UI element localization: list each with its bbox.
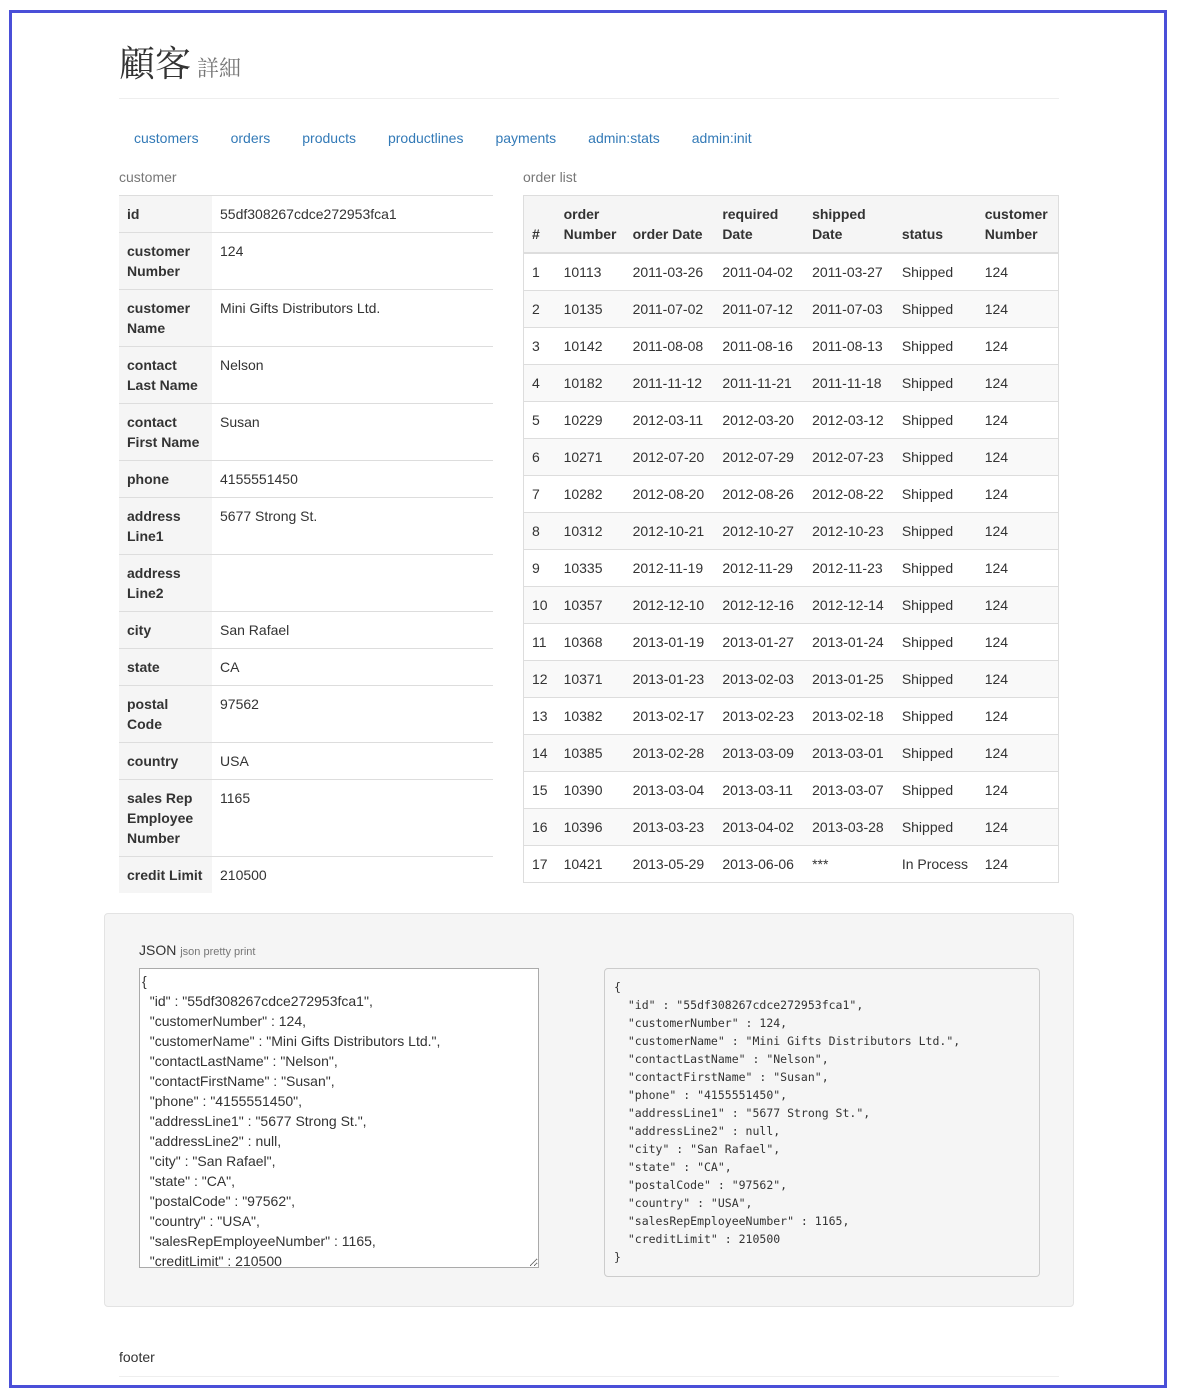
field-label: address Line2 (119, 555, 212, 612)
column-header: order Date (625, 196, 715, 254)
field-label: address Line1 (119, 498, 212, 555)
order-cell: 2013-03-28 (804, 809, 894, 846)
order-cell: Shipped (894, 365, 977, 402)
order-cell: 124 (977, 698, 1059, 735)
order-cell: 2 (524, 291, 556, 328)
order-cell: 10 (524, 587, 556, 624)
order-cell: 10335 (556, 550, 625, 587)
order-cell: Shipped (894, 624, 977, 661)
order-cell: 10282 (556, 476, 625, 513)
order-cell: 2011-03-27 (804, 253, 894, 291)
order-cell: 2012-03-12 (804, 402, 894, 439)
order-cell: 2013-03-09 (714, 735, 804, 772)
order-row (524, 698, 1059, 735)
order-row (524, 476, 1059, 513)
json-textarea[interactable] (139, 968, 539, 1268)
order-cell: 17 (524, 846, 556, 883)
order-cell: 10312 (556, 513, 625, 550)
footer: footer (119, 1349, 155, 1365)
order-cell: 10421 (556, 846, 625, 883)
column-header: status (894, 196, 977, 254)
order-cell: 2011-03-26 (625, 253, 715, 291)
nav-orders[interactable]: orders (230, 130, 271, 146)
order-row (524, 328, 1059, 365)
order-cell: 2012-08-26 (714, 476, 804, 513)
page-title (119, 36, 241, 87)
order-cell: 2013-02-17 (625, 698, 715, 735)
order-cell: 2013-02-23 (714, 698, 804, 735)
order-cell: 124 (977, 365, 1059, 402)
order-cell: 2013-01-25 (804, 661, 894, 698)
order-cell: 2012-08-20 (625, 476, 715, 513)
field-value: Nelson (212, 347, 493, 404)
customer-row (119, 347, 493, 404)
order-cell: 2012-12-10 (625, 587, 715, 624)
field-value: 5677 Strong St. (212, 498, 493, 555)
field-label: state (119, 649, 212, 686)
order-cell: 7 (524, 476, 556, 513)
order-row (524, 513, 1059, 550)
order-cell: Shipped (894, 698, 977, 735)
customer-row (119, 649, 493, 686)
order-cell: 124 (977, 550, 1059, 587)
order-cell: 2011-08-08 (625, 328, 715, 365)
customer-row (119, 780, 493, 857)
order-row (524, 846, 1059, 883)
order-cell: 2011-08-16 (714, 328, 804, 365)
order-cell: 2013-03-11 (714, 772, 804, 809)
order-cell: 2011-11-18 (804, 365, 894, 402)
field-value: 210500 (212, 857, 493, 894)
order-cell: 10385 (556, 735, 625, 772)
order-cell: 124 (977, 846, 1059, 883)
order-row (524, 661, 1059, 698)
customer-row (119, 743, 493, 780)
order-cell: 10371 (556, 661, 625, 698)
order-cell: Shipped (894, 809, 977, 846)
order-cell: 2013-06-06 (714, 846, 804, 883)
order-cell: 9 (524, 550, 556, 587)
order-cell: 10142 (556, 328, 625, 365)
order-cell: In Process (894, 846, 977, 883)
order-cell: Shipped (894, 735, 977, 772)
order-cell: 2013-02-18 (804, 698, 894, 735)
order-cell: 2013-01-24 (804, 624, 894, 661)
order-cell: 12 (524, 661, 556, 698)
order-cell: 2011-04-02 (714, 253, 804, 291)
json-title (139, 942, 255, 958)
field-value (212, 555, 493, 612)
customer-row (119, 857, 493, 894)
order-cell: 2013-03-04 (625, 772, 715, 809)
order-list-label: order list (523, 169, 577, 185)
order-cell: 2012-12-14 (804, 587, 894, 624)
order-cell: 5 (524, 402, 556, 439)
order-cell: 10396 (556, 809, 625, 846)
order-cell: 2012-07-29 (714, 439, 804, 476)
order-cell: 2012-08-22 (804, 476, 894, 513)
field-value: 124 (212, 233, 493, 290)
footer-divider (119, 1376, 1059, 1377)
order-cell: 2012-07-23 (804, 439, 894, 476)
field-value: San Rafael (212, 612, 493, 649)
column-header: shipped Date (804, 196, 894, 254)
order-cell: 2011-07-12 (714, 291, 804, 328)
field-label: country (119, 743, 212, 780)
order-cell: 2012-07-20 (625, 439, 715, 476)
nav-products[interactable]: products (302, 130, 356, 146)
column-header: required Date (714, 196, 804, 254)
field-label: contact Last Name (119, 347, 212, 404)
order-cell: 2012-11-23 (804, 550, 894, 587)
order-cell: 124 (977, 735, 1059, 772)
order-cell: 6 (524, 439, 556, 476)
customer-row (119, 404, 493, 461)
order-cell: 10229 (556, 402, 625, 439)
field-value: 1165 (212, 780, 493, 857)
field-label: id (119, 196, 212, 233)
order-cell: 2012-10-27 (714, 513, 804, 550)
order-cell: 124 (977, 253, 1059, 291)
order-row (524, 253, 1059, 291)
order-cell: 10357 (556, 587, 625, 624)
order-cell: 124 (977, 624, 1059, 661)
order-cell: 124 (977, 809, 1059, 846)
order-cell: 10113 (556, 253, 625, 291)
column-header: customer Number (977, 196, 1059, 254)
order-cell: 2012-03-20 (714, 402, 804, 439)
order-cell: Shipped (894, 513, 977, 550)
order-cell: 124 (977, 476, 1059, 513)
order-cell: 2011-07-03 (804, 291, 894, 328)
order-cell: 124 (977, 772, 1059, 809)
field-value: 55df308267cdce272953fca1 (212, 196, 493, 233)
nav-bar (119, 130, 769, 146)
order-row (524, 624, 1059, 661)
page-subtitle: 詳細 (197, 56, 242, 81)
field-label: customer Name (119, 290, 212, 347)
order-cell: 124 (977, 402, 1059, 439)
order-cell: 2012-11-19 (625, 550, 715, 587)
field-label: phone (119, 461, 212, 498)
field-value: 97562 (212, 686, 493, 743)
field-label: contact First Name (119, 404, 212, 461)
order-row (524, 735, 1059, 772)
divider (119, 98, 1059, 99)
customer-section-label: customer (119, 169, 177, 185)
field-value: 4155551450 (212, 461, 493, 498)
field-label: sales Rep Employee Number (119, 780, 212, 857)
order-cell: 124 (977, 587, 1059, 624)
order-cell: 2011-11-21 (714, 365, 804, 402)
customer-row (119, 498, 493, 555)
order-cell: 2013-03-23 (625, 809, 715, 846)
order-row (524, 365, 1059, 402)
customer-row (119, 686, 493, 743)
customer-row (119, 233, 493, 290)
json-heading: JSON (139, 942, 177, 958)
order-row (524, 291, 1059, 328)
order-cell: 124 (977, 513, 1059, 550)
order-row (524, 587, 1059, 624)
field-value: Susan (212, 404, 493, 461)
customer-row (119, 612, 493, 649)
order-cell: 2013-01-23 (625, 661, 715, 698)
order-cell: Shipped (894, 550, 977, 587)
nav-admin-stats[interactable]: admin:stats (588, 130, 660, 146)
field-label: postal Code (119, 686, 212, 743)
nav-productlines[interactable]: productlines (387, 130, 464, 146)
order-cell: 15 (524, 772, 556, 809)
order-cell: 124 (977, 328, 1059, 365)
order-cell: 11 (524, 624, 556, 661)
customer-table (119, 195, 493, 893)
order-table (523, 195, 1059, 883)
json-subheading: json pretty print (180, 946, 256, 958)
order-cell: 124 (977, 661, 1059, 698)
order-cell: 10182 (556, 365, 625, 402)
order-cell: 14 (524, 735, 556, 772)
order-cell: 2013-04-02 (714, 809, 804, 846)
order-cell: Shipped (894, 772, 977, 809)
field-label: city (119, 612, 212, 649)
order-cell: Shipped (894, 253, 977, 291)
order-cell: Shipped (894, 476, 977, 513)
order-cell: Shipped (894, 587, 977, 624)
order-cell: 16 (524, 809, 556, 846)
order-cell: 124 (977, 291, 1059, 328)
order-cell: 10135 (556, 291, 625, 328)
column-header: # (524, 196, 556, 254)
order-cell: Shipped (894, 439, 977, 476)
order-cell: 2012-10-23 (804, 513, 894, 550)
field-value: CA (212, 649, 493, 686)
order-cell: 2012-11-29 (714, 550, 804, 587)
customer-row (119, 290, 493, 347)
title-text: 顧客 (119, 43, 192, 84)
order-cell: 2013-05-29 (625, 846, 715, 883)
order-cell: 2013-01-27 (714, 624, 804, 661)
order-cell: 8 (524, 513, 556, 550)
order-cell: 124 (977, 439, 1059, 476)
nav-customers[interactable]: customers (134, 130, 199, 146)
order-cell: 1 (524, 253, 556, 291)
order-row (524, 402, 1059, 439)
order-cell: 10271 (556, 439, 625, 476)
order-cell: Shipped (894, 291, 977, 328)
column-header: order Number (556, 196, 625, 254)
order-cell: 2013-03-01 (804, 735, 894, 772)
order-cell: 2011-08-13 (804, 328, 894, 365)
nav-payments[interactable]: payments (495, 130, 557, 146)
json-panel (104, 913, 1074, 1307)
field-label: customer Number (119, 233, 212, 290)
order-cell: 2011-11-12 (625, 365, 715, 402)
order-cell: Shipped (894, 661, 977, 698)
customer-row (119, 461, 493, 498)
order-cell: 2013-03-07 (804, 772, 894, 809)
order-cell: 4 (524, 365, 556, 402)
customer-row (119, 196, 493, 233)
field-value: USA (212, 743, 493, 780)
order-cell: 10382 (556, 698, 625, 735)
order-cell: 13 (524, 698, 556, 735)
order-cell: 2011-07-02 (625, 291, 715, 328)
json-pretty-print: { "id" : "55df308267cdce272953fca1", "customerNumber" : 124, "customerName" : "Mini Gifts Distributors Ltd.", "contactLastName" : "Nelson", "contactFirstName" : "Susan", "phone" : "4155551450", "addressLine1" : "5677 Strong St.", "addressLine2" : null, "city" : "San Rafael", "state" : "CA", "postalCode" : "97562", "country" : "USA", "salesRepEmployeeNumber" : 1165, "creditLimit" : 210500 } (604, 968, 1040, 1277)
order-cell: 2012-10-21 (625, 513, 715, 550)
order-cell: 3 (524, 328, 556, 365)
order-cell: 2013-02-03 (714, 661, 804, 698)
order-cell: *** (804, 846, 894, 883)
order-cell: 10368 (556, 624, 625, 661)
order-row (524, 809, 1059, 846)
order-cell: 2013-01-19 (625, 624, 715, 661)
order-row (524, 439, 1059, 476)
order-row (524, 550, 1059, 587)
order-row (524, 772, 1059, 809)
order-cell: 2013-02-28 (625, 735, 715, 772)
order-cell: 2012-03-11 (625, 402, 715, 439)
order-cell: Shipped (894, 328, 977, 365)
field-value: Mini Gifts Distributors Ltd. (212, 290, 493, 347)
field-label: credit Limit (119, 857, 212, 894)
customer-row (119, 555, 493, 612)
order-cell: 10390 (556, 772, 625, 809)
order-cell: Shipped (894, 402, 977, 439)
nav-admin-init[interactable]: admin:init (691, 130, 752, 146)
order-cell: 2012-12-16 (714, 587, 804, 624)
